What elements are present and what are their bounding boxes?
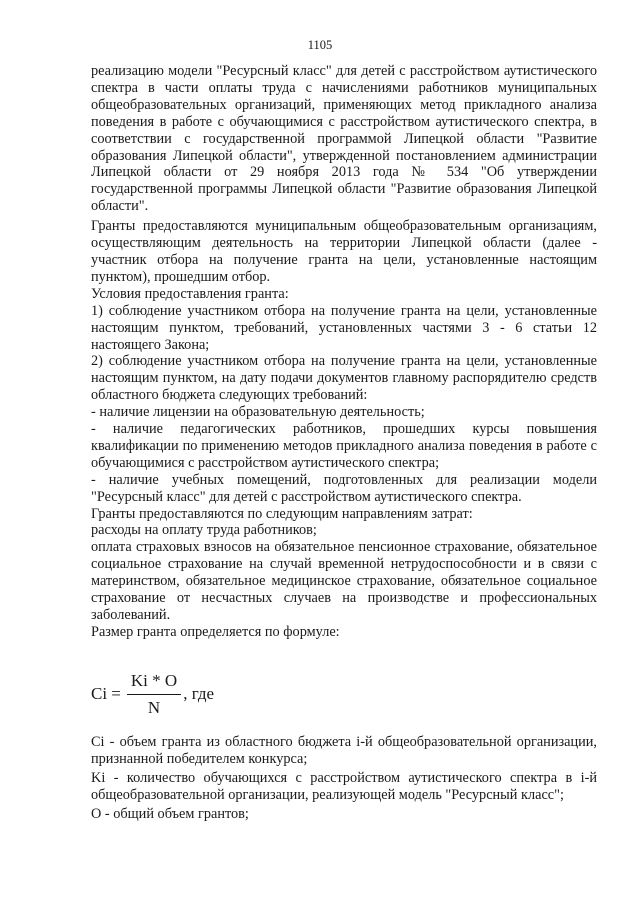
paragraph: реализацию модели "Ресурсный класс" для детей с расстройством аутистического спектра в части оплаты труда с начислениями работников муниципальных общеобразовательных организаций, применяющих метод прикладного анализа поведения в работе с обучающимися с расстройством аутистического спектра, в соответствии с государственной программой Липецкой области "Развитие образования Липецкой области", утвержденной постановлением администрации Липецкой области от 29 ноября 2013 года № 534 "Об утверждении государственной программы Липецкой области "Развитие образования Липецкой области". <box>91 63 597 215</box>
paragraph: - наличие педагогических работников, прошедших курсы повышения квалификации по применению методов прикладного анализа поведения в работе с обучающимися с расстройством аутистического спектра; <box>91 421 597 471</box>
paragraph: 1) соблюдение участником отбора на получение гранта на цели, установленные настоящим пунктом, требований, установленных частями 3 - 6 статьи 12 настоящего Закона; <box>91 302 597 353</box>
paragraph: расходы на оплату труда работников; <box>91 522 317 539</box>
formula-denominator: N <box>147 697 161 717</box>
paragraph: - наличие лицензии на образовательную деятельность; <box>91 404 425 421</box>
definition-item: Ki - количество обучающихся с расстройством аутистического спектра в i-й общеобразовательной организации, реализующей модель "Ресурсный класс"; <box>91 769 597 803</box>
grant-formula <box>91 666 214 722</box>
paragraph: 2) соблюдение участником отбора на получение гранта на цели, установленные настоящим пунктом, на дату подачи документов главному распорядителю средств областного бюджета следующих требований: <box>91 353 597 404</box>
definitions <box>91 734 597 823</box>
formula-numerator: Ki * O <box>127 671 181 695</box>
formula-suffix: , где <box>183 684 215 703</box>
paragraph: Условия предоставления гранта: <box>91 285 289 302</box>
page-number: 1105 <box>307 38 333 52</box>
paragraph: Гранты предоставляются муниципальным общеобразовательным организациям, осуществляющим деятельность на территории Липецкой области (далее - участник отбора на получение гранта на цели, установленные настоящим пунктом), прошедшим отбор. <box>91 218 597 285</box>
paragraph: Гранты предоставляются по следующим направлениям затрат: <box>91 505 473 522</box>
document-body <box>91 63 597 641</box>
formula-lhs: Ci = <box>91 684 121 703</box>
definition-item: Ci - объем гранта из областного бюджета i-й общеобразовательной организации, признанной победителем конкурса; <box>91 734 597 767</box>
paragraph: Размер гранта определяется по формуле: <box>91 623 340 640</box>
definition-item: O - общий объем грантов; <box>91 805 249 822</box>
formula-fraction <box>127 671 181 718</box>
paragraph: оплата страховых взносов на обязательное пенсионное страхование, обязательное социальное страхование на случай временной нетрудоспособности и в связи с материнством, обязательное медицинское страхование, обязательное социальное страхование от несчастных случаев на производстве и профессиональных заболеваний. <box>91 539 597 623</box>
paragraph: - наличие учебных помещений, подготовленных для реализации модели "Ресурсный класс" для детей с расстройством аутистического спектра. <box>91 471 597 505</box>
